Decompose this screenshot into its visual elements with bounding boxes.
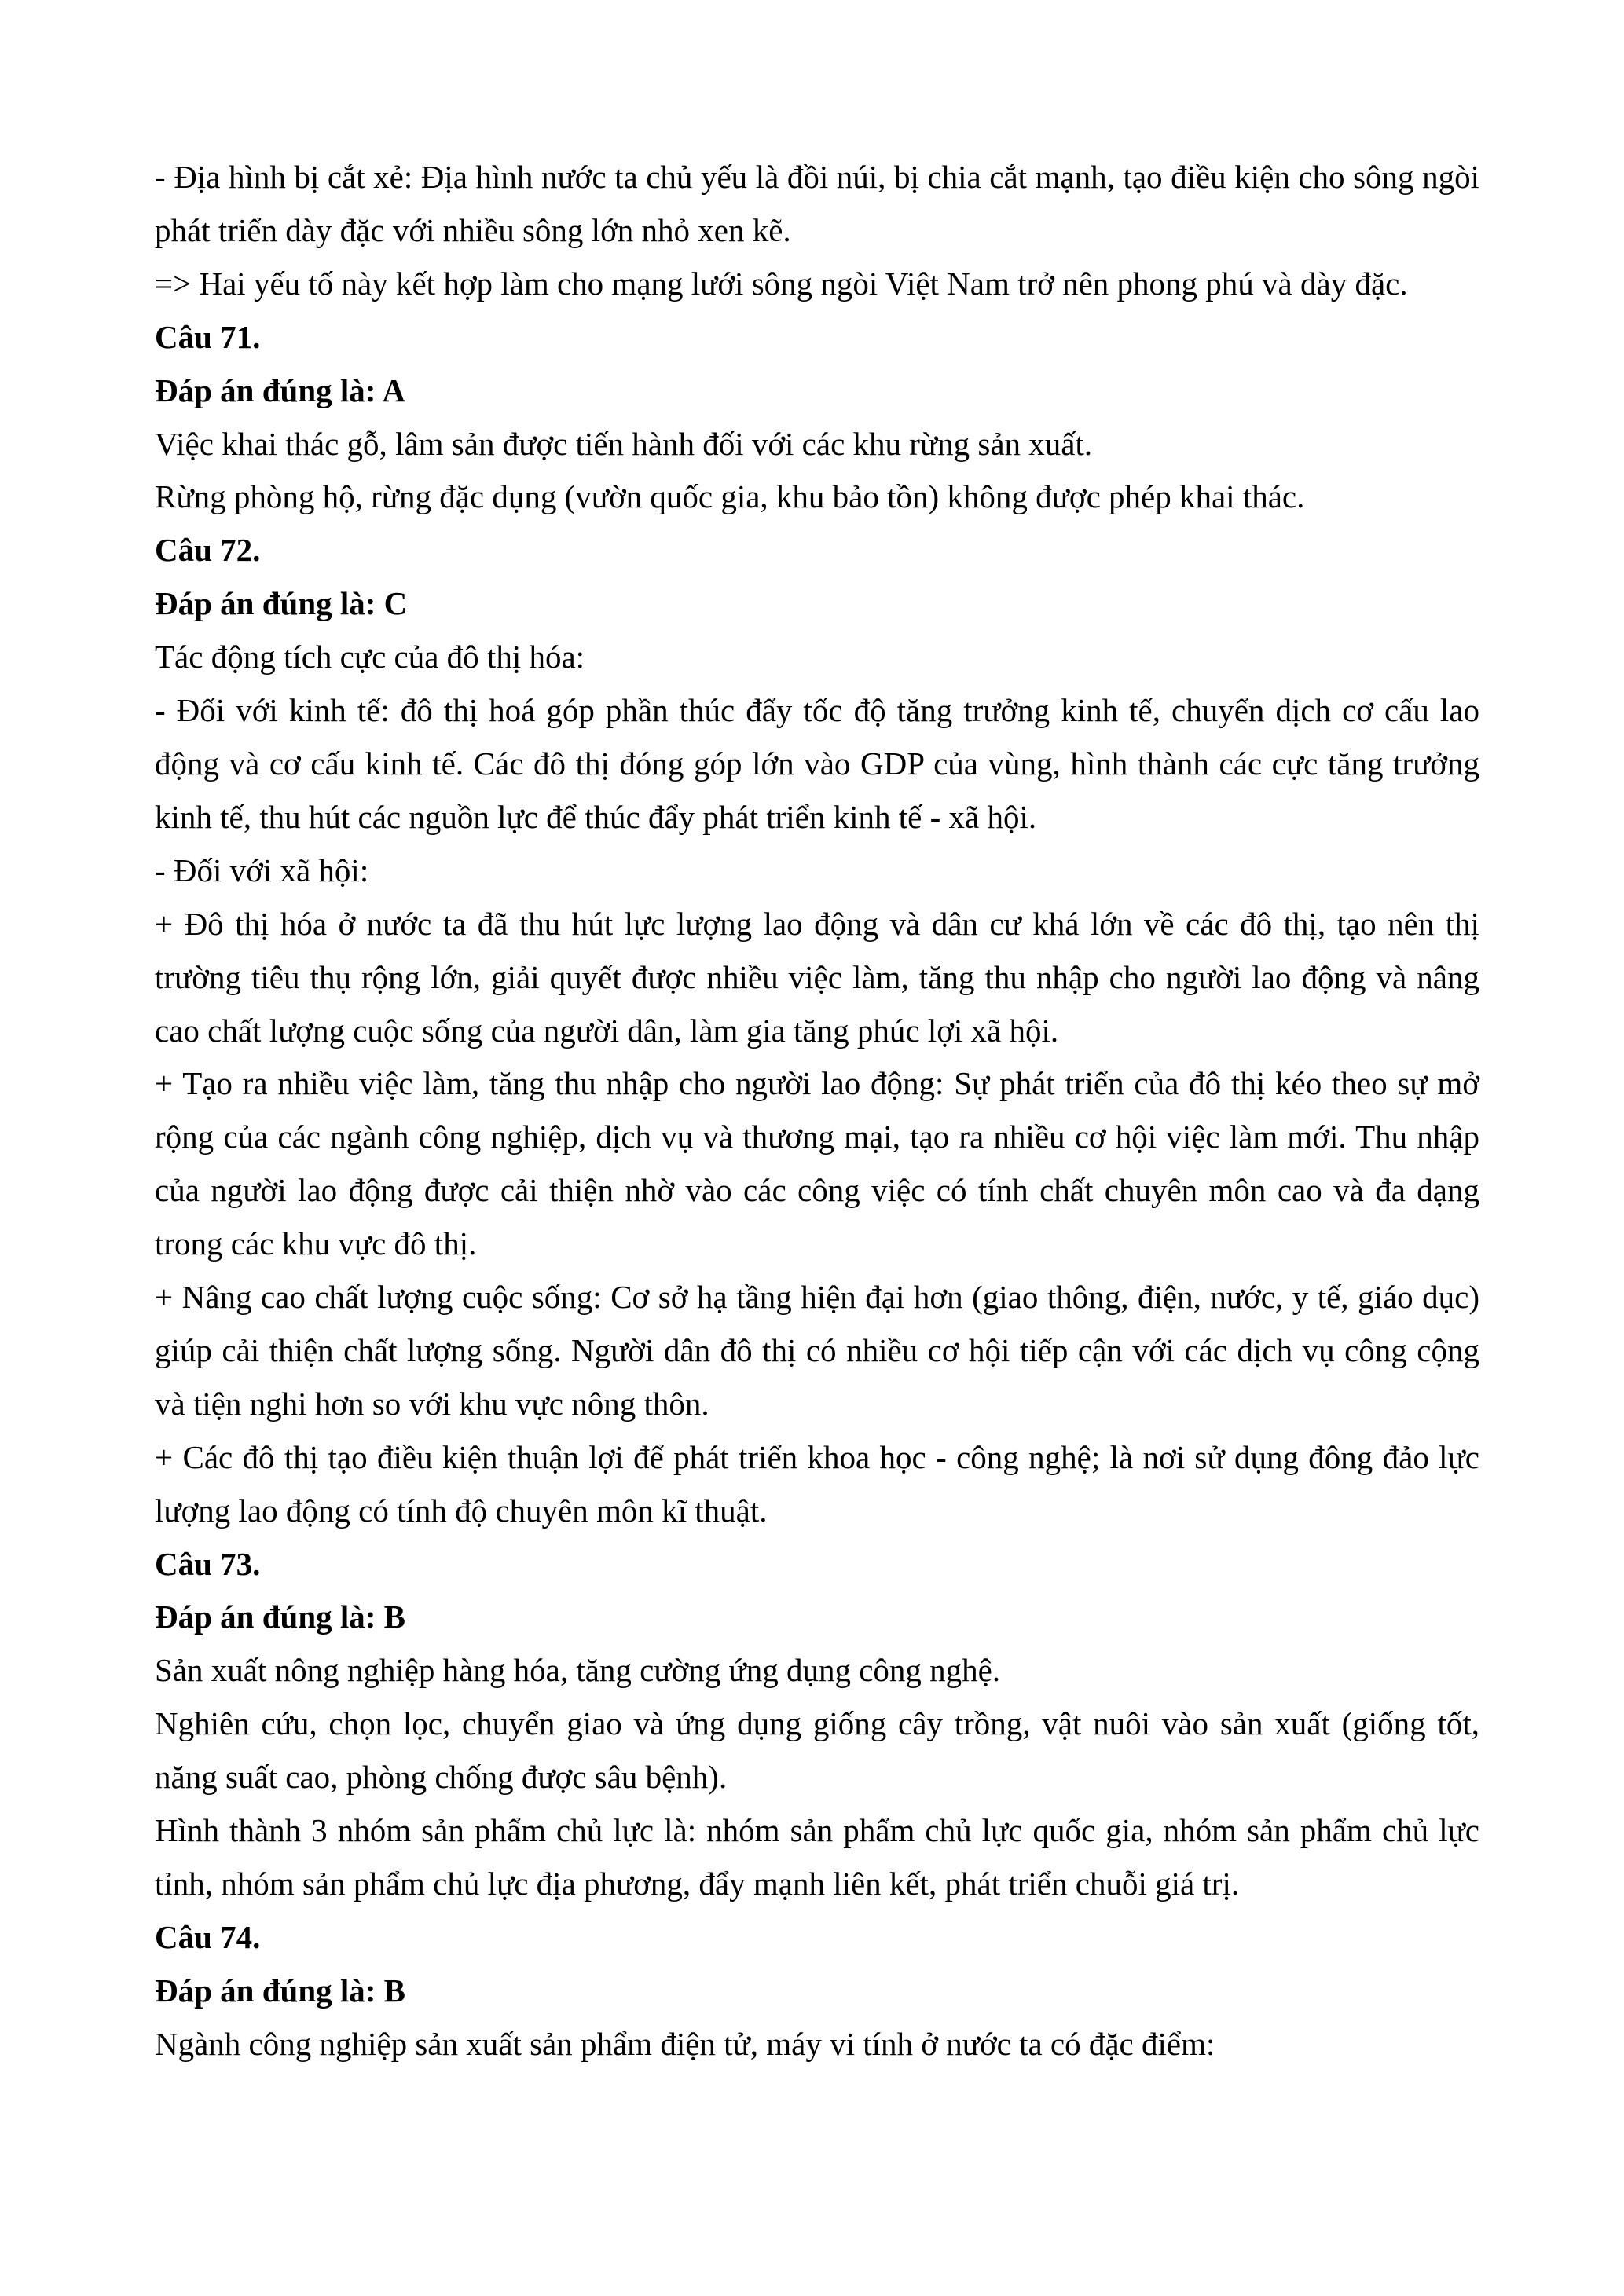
document-page — [155, 151, 1479, 2071]
body-paragraph: + Các đô thị tạo điều kiện thuận lợi để phát triển khoa học - công nghệ; là nơi sử dụng đông đảo lực lượng lao động có tính độ chuyên môn kĩ thuật. — [155, 1438, 1479, 1529]
body-paragraph: Ngành công nghiệp sản xuất sản phẩm điện tử, máy vi tính ở nước ta có đặc điểm: — [155, 2025, 1215, 2062]
body-paragraph: Nghiên cứu, chọn lọc, chuyển giao và ứng dụng giống cây trồng, vật nuôi vào sản xuất (giống tốt, năng suất cao, phòng chống được sâu bệnh). — [155, 1705, 1479, 1796]
body-paragraph: Rừng phòng hộ, rừng đặc dụng (vườn quốc gia, khu bảo tồn) không được phép khai thác. — [155, 478, 1305, 515]
body-paragraph: Việc khai thác gỗ, lâm sản được tiến hành đối với các khu rừng sản xuất. — [155, 425, 1093, 462]
heading-paragraph: Câu 74. — [155, 1918, 261, 1955]
body-paragraph: => Hai yếu tố này kết hợp làm cho mạng lưới sông ngòi Việt Nam trở nên phong phú và dày đặc. — [155, 265, 1408, 302]
body-paragraph: + Nâng cao chất lượng cuộc sống: Cơ sở hạ tầng hiện đại hơn (giao thông, điện, nước, y tế, giáo dục) giúp cải thiện chất lượng sống. Người dân đô thị có nhiều cơ hội tiếp cận với các dịch vụ công cộng và tiện nghi hơn so với khu vực nông thôn. — [155, 1279, 1479, 1422]
body-paragraph: + Tạo ra nhiều việc làm, tăng thu nhập cho người lao động: Sự phát triển của đô thị kéo theo sự mở rộng của các ngành công nghiệp, dịch vụ và thương mại, tạo ra nhiều cơ hội việc làm mới. Thu nhập của người lao động được cải thiện nhờ vào các công việc có tính chất chuyên môn cao và đa dạng trong các khu vực đô thị. — [155, 1065, 1479, 1262]
heading-paragraph: Đáp án đúng là: B — [155, 1972, 406, 2009]
heading-paragraph: Câu 72. — [155, 532, 261, 569]
body-paragraph: - Đối với kinh tế: đô thị hoá góp phần thúc đẩy tốc độ tăng trưởng kinh tế, chuyển dịch cơ cấu lao động và cơ cấu kinh tế. Các đô thị đóng góp lớn vào GDP của vùng, hình thành các cực tăng trưởng kinh tế, thu hút các nguồn lực để thúc đẩy phát triển kinh tế - xã hội. — [155, 692, 1479, 835]
body-paragraph: - Địa hình bị cắt xẻ: Địa hình nước ta chủ yếu là đồi núi, bị chia cắt mạnh, tạo điều kiện cho sông ngòi phát triển dày đặc với nhiều sông lớn nhỏ xen kẽ. — [155, 159, 1479, 248]
body-paragraph: Tác động tích cực của đô thị hóa: — [155, 639, 585, 676]
heading-paragraph: Câu 71. — [155, 318, 261, 355]
heading-paragraph: Đáp án đúng là: C — [155, 585, 408, 622]
body-paragraph: Sản xuất nông nghiệp hàng hóa, tăng cường ứng dụng công nghệ. — [155, 1652, 1001, 1689]
heading-paragraph: Câu 73. — [155, 1545, 261, 1582]
heading-paragraph: Đáp án đúng là: B — [155, 1598, 406, 1635]
body-paragraph: Hình thành 3 nhóm sản phẩm chủ lực là: nhóm sản phẩm chủ lực quốc gia, nhóm sản phẩm chủ lực tỉnh, nhóm sản phẩm chủ lực địa phương, đẩy mạnh liên kết, phát triển chuỗi giá trị. — [155, 1812, 1479, 1902]
body-paragraph: + Đô thị hóa ở nước ta đã thu hút lực lượng lao động và dân cư khá lớn về các đô thị, tạo nên thị trường tiêu thụ rộng lớn, giải quyết được nhiều việc làm, tăng thu nhập cho người lao động và nâng cao chất lượng cuộc sống của người dân, làm gia tăng phúc lợi xã hội. — [155, 905, 1479, 1049]
body-paragraph: - Đối với xã hội: — [155, 851, 369, 888]
heading-paragraph: Đáp án đúng là: A — [155, 372, 406, 408]
